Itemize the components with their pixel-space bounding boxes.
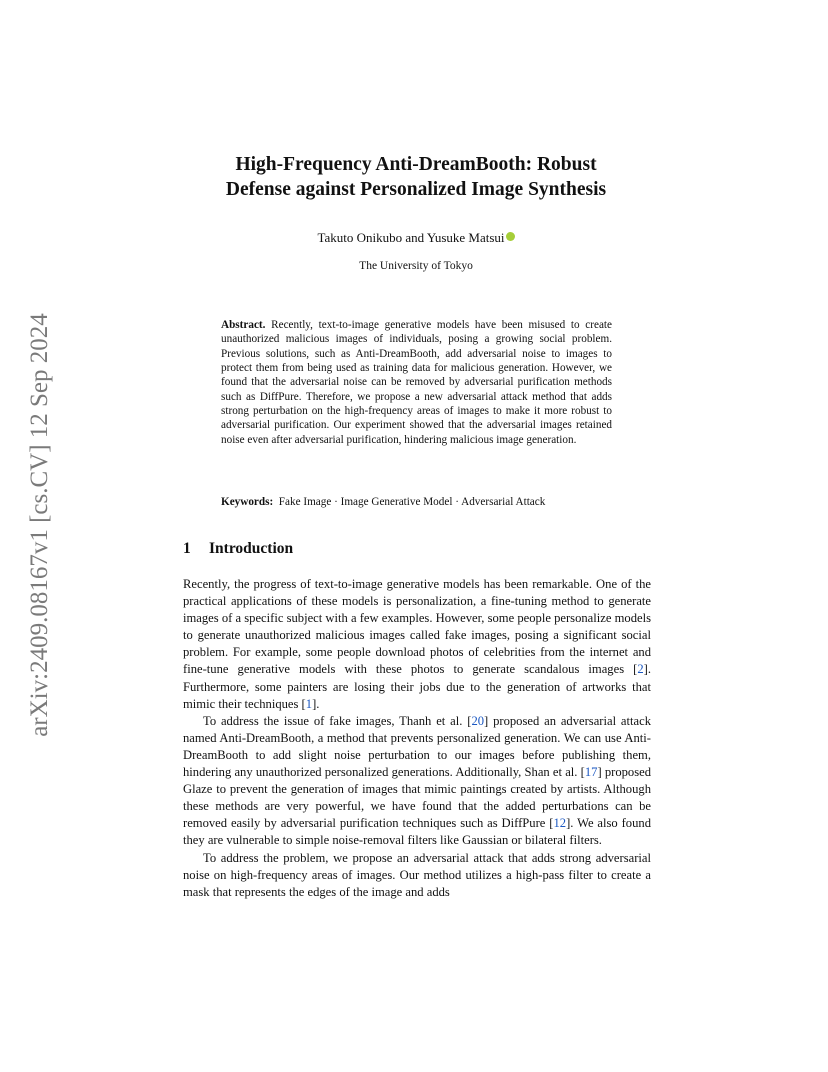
citation-link[interactable]: 12 [553, 816, 567, 831]
body-paragraph [183, 850, 651, 901]
paragraph-text: ] proposed an adversarial attack named Anti-DreamBooth, a method that prevents personalized generation. We can use Anti-DreamBooth to add slight noise perturbation to our images before publishing them, hindering any unauthorized personalized generations. Additionally, Shan et al. [ [183, 713, 651, 780]
paragraph-text: To address the issue of fake images, Thanh et al. [ [203, 713, 472, 728]
abstract-text: Recently, text-to-image generative models have been misused to create unauthorized malicious images of individuals, posing a growing social problem. Previous solutions, such as Anti-DreamBooth, add adversarial noise to images to protect them from being used as training data for malicious generation. However, we found that the adversarial noise can be removed by adversarial purification methods such as DiffPure. Therefore, we propose a new adversarial attack method that adds strong perturbation on the high-frequency areas of images to make it more robust to adversarial purification. Our experiment showed that the adversarial images retained noise even after adversarial purification, hindering malicious image generation. [221, 319, 613, 446]
paragraph-text: To address the problem, we propose an adversarial attack that adds strong adversarial noise on high-frequency areas of images. Our method utilizes a high-pass filter to create a mask that represents the edges of the image and adds [183, 850, 651, 899]
keywords-block [221, 495, 621, 509]
citation-link[interactable]: 17 [584, 765, 598, 780]
authors-text: Takuto Onikubo and Yusuke Matsui [317, 230, 505, 245]
orcid-icon[interactable] [506, 232, 515, 241]
title-line: Defense against Personalized Image Synthesis [225, 179, 607, 200]
section-heading [183, 540, 293, 558]
paragraph-text: ]. We also found they are vulnerable to simple noise-removal filters like Gaussian or bilateral filters. [183, 816, 651, 848]
introduction-body [183, 576, 651, 901]
abstract-label: Abstract. [221, 319, 266, 331]
affiliation: The University of Tokyo [359, 260, 473, 272]
author-list [150, 230, 682, 246]
keywords-label: Keywords: [221, 496, 274, 508]
section-title: Introduction [209, 540, 294, 557]
arxiv-identifier-text: arXiv:2409.08167v1 [cs.CV] 12 Sep 2024 [26, 313, 53, 737]
abstract-block [221, 318, 612, 447]
section-number: 1 [183, 540, 191, 557]
keywords-text: Fake Image · Image Generative Model · Adversarial Attack [278, 496, 546, 508]
paragraph-text: ]. [312, 696, 320, 711]
paper-title [150, 152, 682, 202]
citation-link[interactable]: 20 [471, 713, 485, 728]
paragraph-text: ] proposed Glaze to prevent the generation of images that mimic paintings created by artists. Although these methods are very powerful, we have found that the added perturbations can be removed easily by adversarial purification techniques such as DiffPure [ [183, 765, 652, 831]
citation-link[interactable]: 2 [637, 662, 644, 677]
title-line: High-Frequency Anti-DreamBooth: Robust [235, 154, 597, 175]
body-paragraph [183, 713, 651, 850]
paragraph-text: ]. Furthermore, some painters are losing their jobs due to the generation of artworks that mimic their techniques [ [183, 662, 651, 711]
citation-link[interactable]: 1 [305, 696, 313, 711]
body-paragraph [183, 576, 651, 713]
paragraph-text: Recently, the progress of text-to-image generative models has been remarkable. One of the practical applications of these models is personalization, a fine-tuning method to generate images of a specific subject with a few examples. However, some people personalize models to generate unauthorized malicious images called fake images, posing a significant social problem. For example, some people download photos of celebrities from the internet and fine-tune generative models with these photos to generate scandalous images [ [183, 577, 651, 677]
